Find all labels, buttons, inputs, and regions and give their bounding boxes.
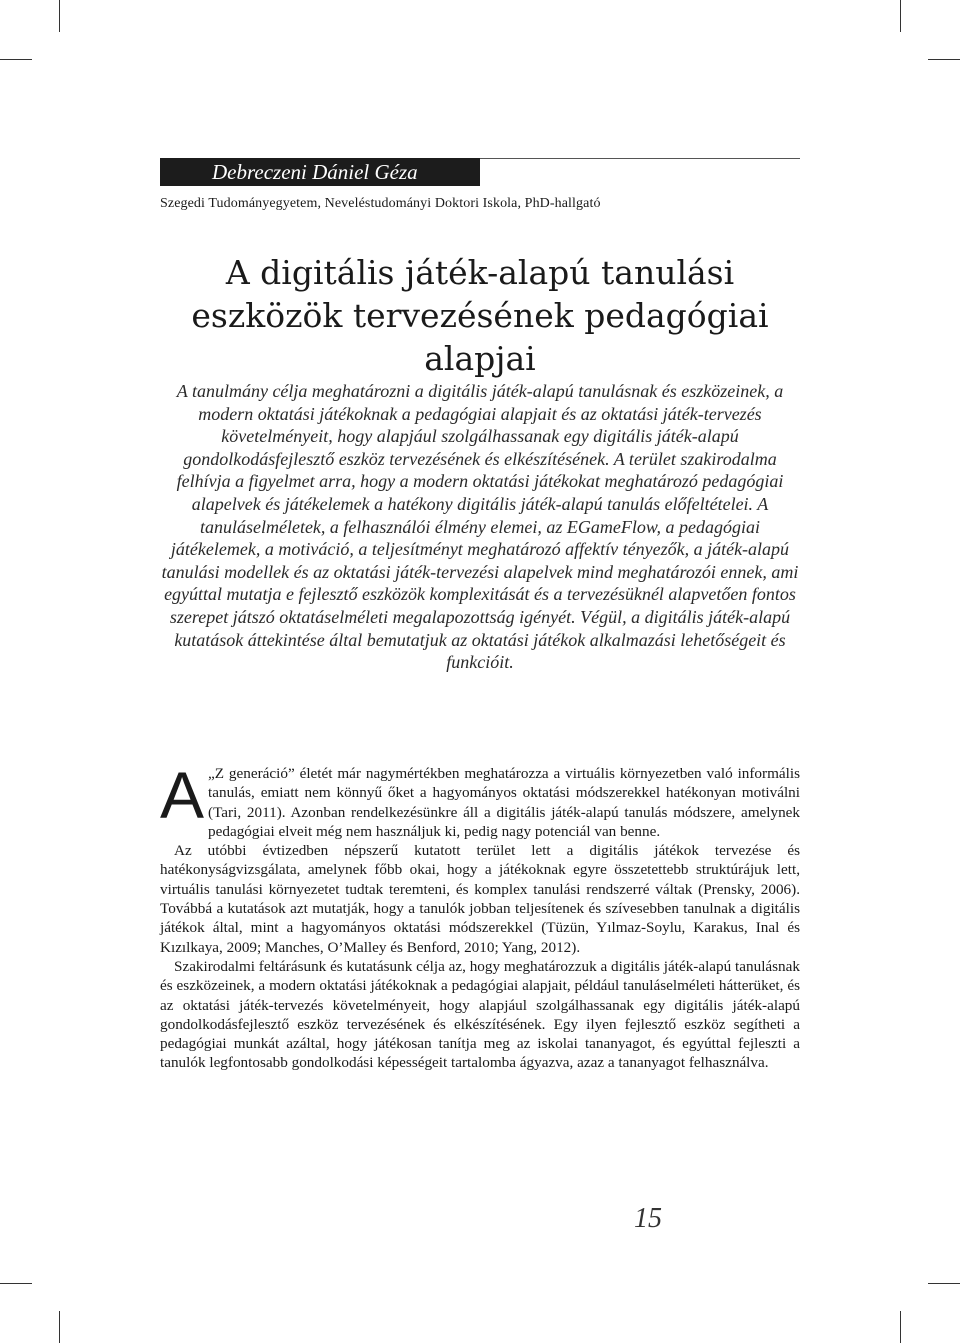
page-number: 15 [634,1203,662,1234]
crop-mark [928,1283,960,1284]
article-title [160,251,800,380]
paragraph-text: „Z generáció” életét már nagymértékben meghatározza a virtuális környezetben való informális tanulás, emiatt nem könnyű őket a hagyományos oktatási módszerekkel hatékonyan motiválni (Tari, 2011). Azonban rendelkezésünkre áll a digitális játék-alapú tanulás módszere, amelynek pedagógiai elveit még nem használjuk ki, pedig nagy potenciál van benne. [208,765,800,840]
crop-mark [0,1283,32,1284]
crop-mark [0,59,32,60]
crop-mark [900,0,901,32]
title-line: alapjai [424,339,536,378]
body-paragraph: Az utóbbi évtizedben népszerű kutatott terület lett a digitális játékok tervezése és hatékonyságvizsgálata, amelynek főbb okai, hogy a játékoknak egyre összetettebb struktúrájuk lett, virtuális tanulási környezetet tudtak teremteni, és komplex tanulási rendszerré váltak (Prensky, 2006). Továbbá a kutatások azt mutatják, hogy a tanulók jobban teljesítenek és szívesebben tanulnak a digitális játékok által, mint a hagyományos oktatási módszerekkel (Tüzün, Yılmaz-Soylu, Karakus, Inal és Kızılkaya, 2009; Manches, O’Malley és Benford, 2010; Yang, 2012). [160,842,800,956]
body-paragraph: Szakirodalmi feltárásunk és kutatásunk célja az, hogy meghatározzuk a digitális játék-alapú tanulásnak és eszközeinek, a modern oktatási játékoknak a pedagógiai alapjait, például tanuláselméleti hátterüket, és az oktatási játék-tervezés követelményeit, hogy alapjául szolgálhassanak egy digitális játék-alapú gondolkodásfejlesztő eszköz tervezésének és elkészítésének. Egy ilyen fejlesztő eszköz segítheti a pedagógiai munkát azáltal, hogy játékosan tanítja meg az iskolai tananyagot, és egyúttal fejleszti a tanulók legfontosabb gondolkodási képességeit tartalomba ágyazva, azaz a tananyagot felhasználva. [160,957,800,1072]
title-line: eszközök tervezésének pedagógiai [191,296,769,335]
title-line: A digitális játék-alapú tanulási [225,253,735,292]
body-paragraph [160,758,800,841]
crop-mark [59,0,60,32]
crop-mark [59,1311,60,1343]
abstract: A tanulmány célja meghatározni a digitális játék-alapú tanulásnak és eszközeinek, a modern oktatási játékoknak a pedagógiai alapjait és az oktatási játék-tervezés követelményeit, hogy alapjául szolgálhassanak egy digitális játék-alapú gondolkodásfejlesztő eszköz tervezésének és elkészítésének. A terület szakirodalma felhívja a figyelmet arra, hogy a modern oktatási játékokat meghatározó pedagógiai alapelvek és játékelemek a hatékony digitális játék-alapú tanulás előfeltételei. A tanuláselméletek, a felhasználói élmény elemei, az EGameFlow, a pedagógiai játékelemek, a motiváció, a teljesítményt meghatározó affektív tényezők, a játék-alapú tanulási modellek és az oktatási játék-tervezési alapelvek mind meghatározói ennek, ami egyúttal mutatja e fejlesztő eszközök komplexitását és a tervezésüknél alapvetően fontos szerepet játszó oktatáselméleti megalapozottság igényét. Végül, a digitális játék-alapú kutatások áttekintése által bemutatjuk az oktatási játékok alkalmazási lehetőségeit és funkcióit. [161,381,799,673]
crop-mark [928,59,960,60]
drop-cap: A [160,758,205,832]
crop-mark [900,1311,901,1343]
article-body [160,758,800,1073]
author-name: Debreczeni Dániel Géza [160,158,480,186]
header-rule [480,158,800,159]
author-affiliation: Szegedi Tudományegyetem, Neveléstudományi Doktori Iskola, PhD-hallgató [160,196,601,211]
